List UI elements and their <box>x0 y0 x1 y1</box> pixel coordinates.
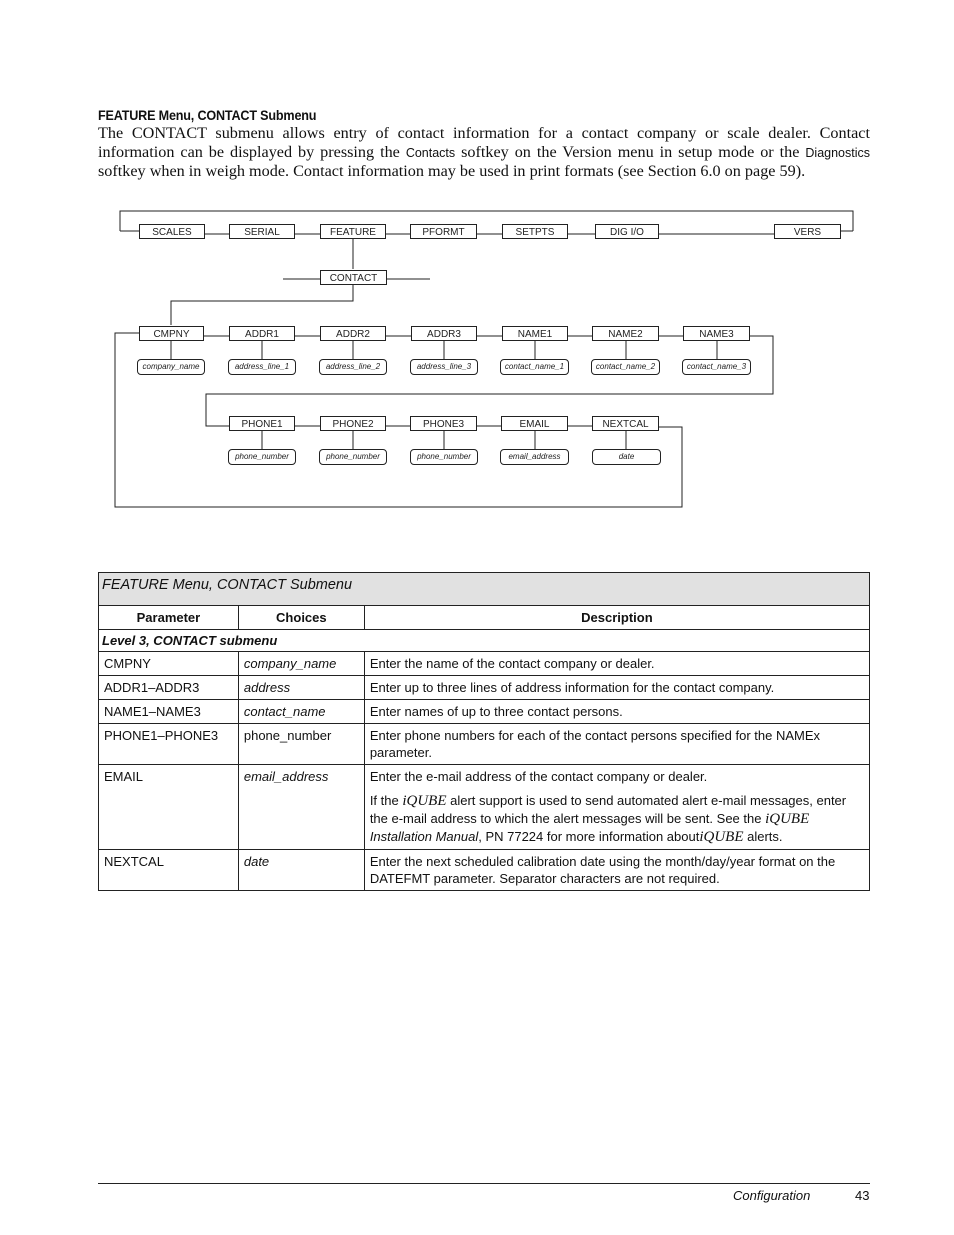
param-addr2: ADDR2 <box>320 326 386 341</box>
cell-choice: email_address <box>238 765 364 850</box>
iqube-brand: iQUBE <box>402 793 447 809</box>
table-row <box>99 700 870 724</box>
parameter-table <box>98 572 870 891</box>
cell-desc: Enter up to three lines of address information for the contact company. <box>364 676 869 700</box>
cell-choice: date <box>238 850 364 891</box>
header-choices: Choices <box>238 606 364 630</box>
param-name2: NAME2 <box>592 326 659 341</box>
param-nextcal: NEXTCAL <box>592 416 659 431</box>
cell-desc <box>364 765 869 850</box>
table-header-row <box>99 606 870 630</box>
menu-feature: FEATURE <box>320 224 386 239</box>
menu-setpts: SETPTS <box>502 224 568 239</box>
cell-desc: Enter phone numbers for each of the contact persons specified for the NAMEx parameter. <box>364 724 869 765</box>
table-row <box>99 652 870 676</box>
page-number: 43 <box>855 1188 870 1203</box>
menu-serial: SERIAL <box>229 224 295 239</box>
value-address-line-1: address_line_1 <box>228 359 296 375</box>
cell-desc: Enter the name of the contact company or dealer. <box>364 652 869 676</box>
cell-desc: Enter names of up to three contact persons. <box>364 700 869 724</box>
cell-choice: phone_number <box>238 724 364 765</box>
param-cmpny: CMPNY <box>139 326 204 341</box>
email-desc-line: Enter the e-mail address of the contact company or dealer. <box>369 769 708 784</box>
param-name1: NAME1 <box>502 326 568 341</box>
value-contact-name-2: contact_name_2 <box>591 359 660 375</box>
value-contact-name-1: contact_name_1 <box>500 359 569 375</box>
section-heading: FEATURE Menu, CONTACT Submenu <box>98 107 317 123</box>
manual-title: Installation Manual <box>369 829 479 844</box>
value-email-address: email_address <box>500 449 569 465</box>
cell-param: CMPNY <box>99 652 239 676</box>
header-parameter: Parameter <box>99 606 239 630</box>
param-addr3: ADDR3 <box>411 326 477 341</box>
value-contact-name-3: contact_name_3 <box>682 359 751 375</box>
cell-choice: company_name <box>238 652 364 676</box>
table-caption: FEATURE Menu, CONTACT Submenu <box>99 573 870 606</box>
email-alert-note: If the iQUBE alert support is used to send automated alert e-mail messages, enter the e-mail address to which the alert messages will be sent. See the iQUBE Installation Manual, PN 77224 for more information aboutiQUBE alerts. <box>369 793 847 845</box>
intro-paragraph: The CONTACT submenu allows entry of contact information for a contact company or scale dealer. Contact information can be displayed by pressing the Contacts softkey on the Version menu in setup mode or the Diagnostics softkey when in weigh mode. Contact information may be used in print formats (see Section 6.0 on page 59). <box>98 124 871 181</box>
param-phone3: PHONE3 <box>410 416 477 431</box>
menu-scales: SCALES <box>139 224 205 239</box>
value-address-line-2: address_line_2 <box>319 359 387 375</box>
param-phone1: PHONE1 <box>229 416 295 431</box>
value-company-name: company_name <box>137 359 205 375</box>
iqube-brand: iQUBE <box>699 829 744 845</box>
level-row: Level 3, CONTACT submenu <box>99 630 870 652</box>
value-phone-number-2: phone_number <box>319 449 387 465</box>
value-date: date <box>592 449 661 465</box>
cell-param: PHONE1–PHONE3 <box>99 724 239 765</box>
menu-vers: VERS <box>774 224 841 239</box>
submenu-contact: CONTACT <box>320 270 387 285</box>
softkey-contacts: Contacts <box>405 145 456 160</box>
cell-param: NEXTCAL <box>99 850 239 891</box>
value-phone-number-3: phone_number <box>410 449 478 465</box>
cell-desc: Enter the next scheduled calibration date using the month/day/year format on the DATEFMT parameter. Separator characters are not required. <box>364 850 869 891</box>
value-phone-number-1: phone_number <box>228 449 296 465</box>
diagram-connectors <box>0 0 954 560</box>
cell-param: EMAIL <box>99 765 239 850</box>
footer-section: Configuration <box>733 1188 811 1203</box>
param-addr1: ADDR1 <box>229 326 295 341</box>
value-address-line-3: address_line_3 <box>410 359 478 375</box>
iqube-brand: iQUBE <box>765 811 810 827</box>
table-row <box>99 765 870 850</box>
menu-diagram <box>0 0 954 560</box>
cell-choice: contact_name <box>238 700 364 724</box>
cell-param: NAME1–NAME3 <box>99 700 239 724</box>
table-row <box>99 724 870 765</box>
cell-choice: address <box>238 676 364 700</box>
menu-dig-io: DIG I/O <box>595 224 659 239</box>
param-email: EMAIL <box>501 416 568 431</box>
header-description: Description <box>364 606 869 630</box>
param-name3: NAME3 <box>683 326 750 341</box>
softkey-diagnostics: Diagnostics <box>805 145 871 160</box>
footer-rule <box>98 1183 870 1184</box>
menu-pformt: PFORMT <box>410 224 477 239</box>
cell-param: ADDR1–ADDR3 <box>99 676 239 700</box>
table-row <box>99 676 870 700</box>
param-phone2: PHONE2 <box>320 416 386 431</box>
table-row <box>99 850 870 891</box>
